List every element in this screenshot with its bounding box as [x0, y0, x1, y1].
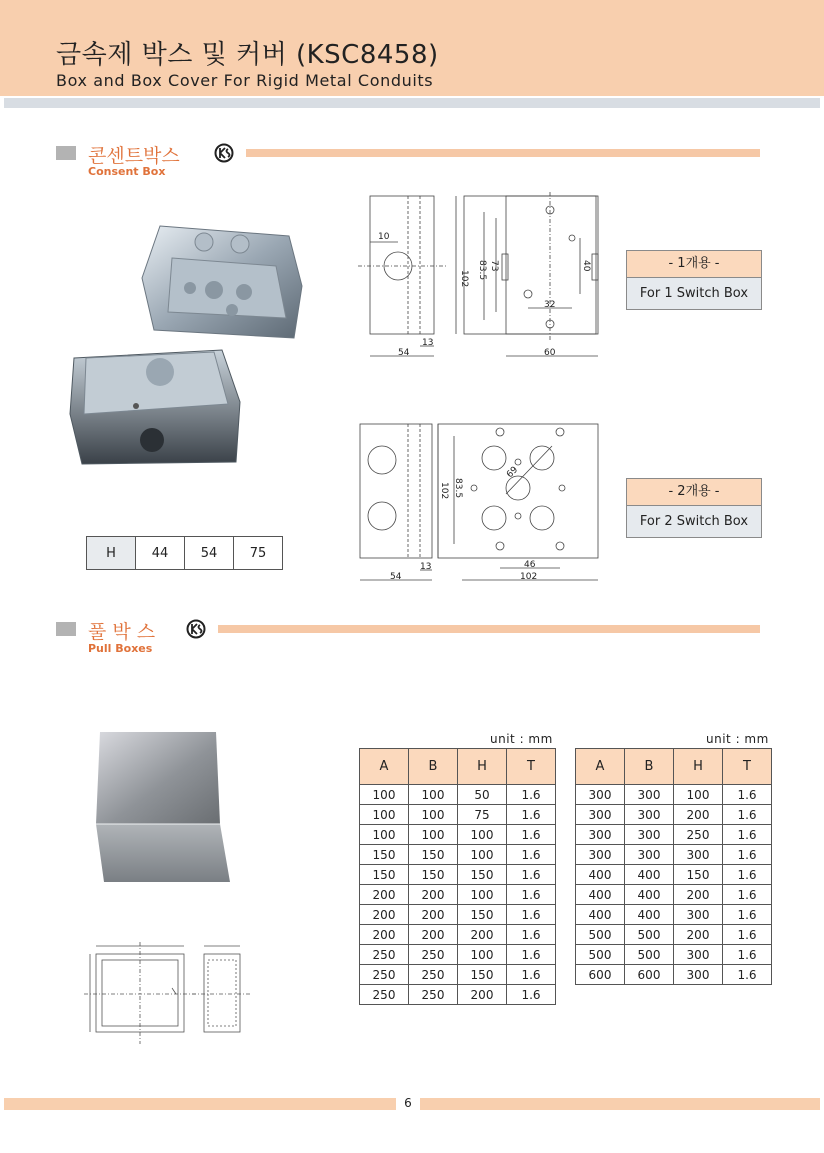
table-cell: 1.6 [723, 905, 772, 925]
table-cell: 1.6 [723, 925, 772, 945]
table-cell: 100 [409, 825, 458, 845]
table-cell: 1.6 [723, 885, 772, 905]
unit-label: unit : mm [490, 732, 553, 746]
table-cell: 150 [674, 865, 723, 885]
col-header: T [507, 749, 556, 785]
table-cell: 1.6 [723, 785, 772, 805]
table-cell: 1.6 [507, 965, 556, 985]
section-marker-icon [56, 622, 76, 636]
table-cell: 1.6 [723, 945, 772, 965]
table-cell: 50 [458, 785, 507, 805]
dim-label: 102 [520, 572, 538, 582]
table-cell: 300 [576, 805, 625, 825]
table-row [576, 805, 772, 825]
double-box-drawing [356, 420, 606, 585]
table-row [576, 945, 772, 965]
header-divider [4, 98, 820, 108]
table-cell: 1.6 [507, 865, 556, 885]
unit-label: unit : mm [706, 732, 769, 746]
table-cell: 200 [458, 925, 507, 945]
table-row [576, 905, 772, 925]
callout-2-title: - 2개용 - [627, 479, 761, 506]
dim-label: 102 [459, 270, 469, 288]
table-cell: 1.6 [723, 825, 772, 845]
table-cell: 150 [360, 845, 409, 865]
single-box-drawing [356, 190, 606, 360]
table-cell: 1.6 [723, 965, 772, 985]
pull-box-table-2 [575, 748, 772, 985]
table-cell: 1.6 [507, 825, 556, 845]
dim-label: 60 [544, 348, 556, 358]
table-cell: 300 [576, 845, 625, 865]
table-cell: 300 [674, 845, 723, 865]
table-cell: 200 [360, 905, 409, 925]
table-row [360, 785, 556, 805]
table-cell: 100 [360, 785, 409, 805]
table-cell: 250 [674, 825, 723, 845]
table-cell: 300 [625, 805, 674, 825]
col-header: B [625, 749, 674, 785]
table-cell: 200 [674, 925, 723, 945]
col-header: H [674, 749, 723, 785]
table-row [360, 865, 556, 885]
dim-label: 54 [390, 572, 402, 582]
table-cell: 100 [458, 885, 507, 905]
table-cell: 100 [674, 785, 723, 805]
table-cell: 200 [409, 905, 458, 925]
table-row [360, 985, 556, 1005]
table-cell: 75 [458, 805, 507, 825]
col-header: A [576, 749, 625, 785]
table-row [576, 785, 772, 805]
table-cell: 400 [576, 885, 625, 905]
table-cell: 300 [674, 905, 723, 925]
table-cell: 1.6 [507, 925, 556, 945]
footer-band [420, 1098, 820, 1110]
h-value-cell: 44 [136, 537, 185, 570]
table-cell: 250 [409, 945, 458, 965]
ks-mark-icon [186, 619, 206, 639]
table-row [360, 945, 556, 965]
table-cell: 300 [674, 965, 723, 985]
table-cell: 300 [576, 825, 625, 845]
table-cell: 100 [360, 805, 409, 825]
table-cell: 100 [360, 825, 409, 845]
table-cell: 1.6 [507, 785, 556, 805]
pull-box-table-1 [359, 748, 556, 1005]
table-row [360, 805, 556, 825]
h-value-cell: 54 [185, 537, 234, 570]
callout-2-switch [626, 478, 762, 538]
col-header: T [723, 749, 772, 785]
table-cell: 500 [625, 925, 674, 945]
section-rule [246, 149, 760, 157]
table-cell: 100 [409, 805, 458, 825]
table-cell: 500 [576, 925, 625, 945]
table-cell: 150 [458, 965, 507, 985]
table-cell: 250 [360, 945, 409, 965]
dim-label: 32 [544, 300, 556, 310]
section-marker-icon [56, 146, 76, 160]
dim-label: 13 [422, 338, 434, 348]
table-row [576, 925, 772, 945]
footer-band [4, 1098, 396, 1110]
table-cell: 1.6 [507, 885, 556, 905]
table-cell: 600 [625, 965, 674, 985]
section-subtitle-pull: Pull Boxes [88, 642, 153, 655]
table-row [576, 845, 772, 865]
table-cell: 400 [576, 865, 625, 885]
table-cell: 1.6 [723, 865, 772, 885]
table-row [360, 825, 556, 845]
table-row [576, 965, 772, 985]
section-title-pull: 풀 박 스 [88, 621, 156, 643]
table-cell: 250 [409, 965, 458, 985]
section-rule [218, 625, 760, 633]
table-cell: 200 [409, 925, 458, 945]
table-cell: 250 [360, 985, 409, 1005]
callout-1-title: - 1개용 - [627, 251, 761, 278]
table-cell: 150 [409, 845, 458, 865]
col-header: B [409, 749, 458, 785]
col-header: H [458, 749, 507, 785]
table-cell: 600 [576, 965, 625, 985]
table-cell: 100 [458, 845, 507, 865]
table-cell: 400 [576, 905, 625, 925]
table-cell: 200 [674, 885, 723, 905]
table-cell: 1.6 [507, 845, 556, 865]
dim-label: 10 [378, 232, 390, 242]
page-number: 6 [404, 1096, 412, 1110]
h-value-cell: 75 [234, 537, 283, 570]
table-cell: 400 [625, 865, 674, 885]
dim-label: 40 [581, 260, 591, 272]
table-cell: 200 [360, 885, 409, 905]
table-cell: 300 [625, 845, 674, 865]
table-row [576, 885, 772, 905]
table-row [576, 825, 772, 845]
table-cell: 1.6 [723, 805, 772, 825]
table-cell: 1.6 [507, 805, 556, 825]
table-cell: 250 [360, 965, 409, 985]
table-cell: 300 [674, 945, 723, 965]
section-title-consent: 콘센트박스 [88, 145, 180, 167]
table-cell: 100 [458, 825, 507, 845]
section-subtitle-consent: Consent Box [88, 165, 166, 178]
page-subtitle: Box and Box Cover For Rigid Metal Conduits [56, 71, 434, 90]
table-cell: 100 [458, 945, 507, 965]
dim-label: 69 [505, 464, 521, 481]
pull-box-drawing [80, 938, 260, 1048]
table-row [360, 965, 556, 985]
table-cell: 500 [625, 945, 674, 965]
table-cell: 400 [625, 905, 674, 925]
table-cell: 150 [360, 865, 409, 885]
table-cell: 300 [576, 785, 625, 805]
table-cell: 500 [576, 945, 625, 965]
table-cell: 200 [458, 985, 507, 1005]
table-cell: 1.6 [507, 985, 556, 1005]
table-cell: 150 [409, 865, 458, 885]
table-cell: 100 [409, 785, 458, 805]
table-row [576, 865, 772, 885]
table-cell: 300 [625, 825, 674, 845]
table-cell: 1.6 [507, 945, 556, 965]
table-cell: 250 [409, 985, 458, 1005]
callout-1-switch [626, 250, 762, 310]
pull-box-photo [90, 728, 250, 888]
table-row [360, 845, 556, 865]
table-cell: 150 [458, 865, 507, 885]
col-header: A [360, 749, 409, 785]
dim-label: 13 [420, 562, 432, 572]
ks-mark-icon [214, 143, 234, 163]
h-label-cell: H [87, 537, 136, 570]
table-cell: 300 [625, 785, 674, 805]
callout-2-label: For 2 Switch Box [627, 506, 761, 537]
dim-label: 83.5 [453, 478, 463, 499]
dim-label: 102 [439, 482, 449, 500]
consent-box-photo [64, 218, 314, 468]
table-cell: 200 [360, 925, 409, 945]
table-cell: 150 [458, 905, 507, 925]
table-cell: 200 [674, 805, 723, 825]
table-row [360, 905, 556, 925]
table-row [360, 925, 556, 945]
table-cell: 400 [625, 885, 674, 905]
dim-label: 83.5 [477, 260, 487, 281]
table-row [360, 885, 556, 905]
dim-label: 46 [524, 560, 536, 570]
table-cell: 1.6 [723, 845, 772, 865]
dim-label: 54 [398, 348, 410, 358]
page-title: 금속제 박스 및 커버 (KSC8458) [56, 40, 439, 70]
dim-label: 73 [489, 260, 499, 272]
h-size-table [86, 536, 283, 570]
table-cell: 200 [409, 885, 458, 905]
table-cell: 1.6 [507, 905, 556, 925]
callout-1-label: For 1 Switch Box [627, 278, 761, 309]
